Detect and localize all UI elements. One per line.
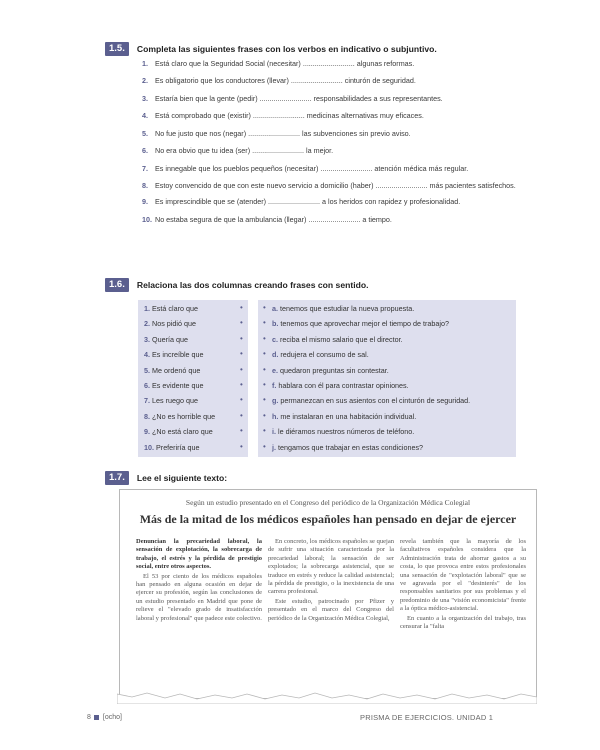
right-letter: e.: [272, 365, 278, 375]
item-number: 3.: [142, 93, 148, 103]
matching-row: [138, 332, 516, 347]
exercise-1-5-list: [142, 59, 522, 232]
match-dot-right[interactable]: •: [263, 318, 266, 328]
item-text: Estoy convencido de que con este nuevo servicio a domicilio (haber) .......................... más pacientes satisfechos.: [155, 180, 516, 190]
left-text: Quería que: [152, 334, 188, 344]
item-text: Es innegable que los pueblos pequeños (necesitar) .......................... atención médica más regular.: [155, 163, 469, 173]
right-text: reciba el mismo salario que el director.: [280, 334, 403, 344]
left-number: 10.: [144, 442, 154, 452]
article-paragraph: El 53 por ciento de los médicos españoles han pensado en alguna ocasión en dejar de ejercer su profesión, según las conclusiones de un estudio presentado en Madrid que pone de relieve el "elevado grado de insatisfacción laboral y profesional" que padece este colectivo.: [136, 572, 262, 622]
left-number: 8.: [144, 411, 150, 421]
match-dot-right[interactable]: •: [263, 303, 266, 312]
matching-right-item: [272, 335, 403, 344]
left-number: 9.: [144, 427, 150, 437]
left-text: Está claro que: [152, 304, 198, 313]
match-dot-right[interactable]: •: [263, 349, 266, 359]
exercise-1-5-badge: 1.5.: [105, 42, 129, 56]
exercise-1-7-header: [105, 471, 227, 485]
matching-right-item: [272, 443, 423, 452]
match-dot-left[interactable]: •: [240, 441, 243, 451]
left-number: 7.: [144, 396, 150, 406]
matching-row: [138, 347, 516, 362]
page-number-word: [ocho]: [102, 714, 122, 721]
match-dot-left[interactable]: •: [240, 380, 243, 389]
right-text: hablara con él para contrastar opiniones.: [278, 381, 409, 390]
match-dot-left[interactable]: •: [240, 349, 243, 359]
matching-right-item: [272, 319, 449, 328]
right-text: me instalaran en una habitación individual.: [280, 411, 417, 421]
left-number: 5.: [144, 365, 150, 375]
match-dot-right[interactable]: •: [263, 410, 266, 420]
item-number: 2.: [142, 76, 148, 86]
article-paragraph: En cuanto a la organización del trabajo, tras censurar la "falta: [400, 614, 526, 631]
left-text: Les ruego que: [152, 396, 198, 406]
match-dot-left[interactable]: •: [240, 318, 243, 328]
article-lead: Denuncian la precariedad laboral, la sensación de explotación, la sobrecarga de trabajo, el estrés y la pérdida de prestigio social, entre otros aspectos.: [136, 538, 262, 571]
exercise-1-5-item: [142, 59, 522, 69]
article-header: Según un estudio presentado en el Congreso del periódico de la Organización Médica Colegial: [185, 498, 471, 507]
matching-row: [138, 316, 516, 331]
book-title: PRISMA DE EJERCICIOS. UNIDAD 1: [360, 713, 494, 722]
exercise-1-6-matching: [138, 300, 516, 457]
article-title: Más de la mitad de los médicos españoles han pensado en dejar de ejercer: [139, 512, 517, 526]
right-text: tengamos que trabajar en estas condiciones?: [278, 442, 424, 452]
item-number: 4.: [142, 111, 148, 121]
right-text: permanezcan en sus asientos con el cinturón de seguridad.: [280, 396, 471, 406]
exercise-1-5-item: [142, 146, 522, 156]
item-text: Está claro que la Seguridad Social (necesitar) .......................... algunas reformas.: [155, 59, 415, 68]
left-text: Me ordenó que: [152, 365, 201, 375]
right-letter: f.: [272, 381, 277, 390]
exercise-1-5-header: [105, 42, 437, 56]
right-letter: h.: [272, 411, 279, 421]
article-paragraph: revela también que la mayoría de los facultativos españoles considera que la Administración trata de ahorrar gastos a su costa, lo que provoca entre estos profesionales una sensación de "explotación laboral" que se ve agravada por el "desinterés" de los responsables sanitarios por sus problemas y el predominio de una "visión economicista" frente a la óptica médico-asistencial.: [400, 538, 526, 613]
left-number: 3.: [144, 334, 150, 344]
left-number: 1.: [144, 304, 150, 313]
left-text: Es increíble que: [152, 350, 204, 360]
left-text: ¿No es horrible que: [152, 411, 216, 421]
item-text: No fue justo que nos (negar) .......................... las subvenciones sin previo aviso.: [155, 128, 411, 138]
right-letter: d.: [272, 350, 279, 360]
right-letter: b.: [272, 319, 279, 329]
left-text: Es evidente que: [152, 381, 204, 390]
page-number: [87, 714, 122, 721]
right-letter: g.: [272, 396, 279, 406]
left-number: 2.: [144, 319, 150, 329]
torn-edge: [117, 690, 537, 704]
right-text: le diéramos nuestros números de teléfono.: [278, 427, 415, 437]
matching-row: [138, 393, 516, 408]
match-dot-right[interactable]: •: [263, 426, 266, 436]
exercise-1-5-item: [142, 181, 522, 191]
right-text: redujera el consumo de sal.: [280, 350, 369, 360]
article-column-3: [400, 538, 526, 632]
right-letter: c.: [272, 334, 278, 344]
item-text: No era obvio que tu idea (ser) .......................... la mejor.: [155, 146, 334, 156]
matching-row: [138, 409, 516, 424]
matching-left-item: [144, 366, 200, 375]
exercise-1-5-item: [142, 197, 522, 207]
exercise-1-5-instruction: Completa las siguientes frases con los verbos en indicativo o subjuntivo.: [136, 44, 437, 54]
matching-left-item: [144, 350, 204, 359]
exercise-1-5-item: [142, 215, 522, 225]
item-number: 10.: [142, 214, 152, 224]
right-letter: j.: [272, 442, 276, 452]
exercise-1-6-badge: 1.6.: [105, 278, 129, 292]
left-number: 6.: [144, 381, 150, 390]
match-dot-right[interactable]: •: [263, 380, 266, 389]
exercise-1-7-badge: 1.7.: [105, 471, 129, 485]
matching-left-item: [144, 427, 213, 436]
left-text: ¿No está claro que: [152, 427, 213, 437]
match-dot-left[interactable]: •: [240, 426, 243, 436]
match-dot-right[interactable]: •: [263, 395, 266, 405]
matching-right-item: [272, 304, 414, 313]
matching-left-item: [144, 335, 188, 344]
page-number-digit: 8: [87, 714, 91, 721]
matching-right-item: [272, 396, 470, 405]
article-paragraph: En concreto, los médicos españoles se quejan de sufrir una situación caracterizada por la precariedad laboral; la sensación de ser explotados; la sobrecarga asistencial, que se traduce en estrés y reduce la calidad asistencial; la pérdida de prestigio, o la inexistencia de una carrera profesional.: [268, 538, 394, 596]
matching-row: [138, 301, 516, 316]
right-letter: a.: [272, 304, 278, 313]
right-text: tenemos que aprovechar mejor el tiempo de trabajo?: [280, 319, 449, 329]
match-dot-right[interactable]: •: [263, 441, 266, 451]
exercise-1-5-item: [142, 76, 522, 86]
matching-row: [138, 378, 516, 393]
item-text: Está comprobado que (existir) .......................... medicinas alternativas muy eficaces.: [155, 111, 424, 121]
match-dot-left[interactable]: •: [240, 333, 243, 343]
item-text: No estaba segura de que la ambulancia (llegar) .......................... a tiempo.: [155, 214, 392, 224]
matching-left-item: [144, 396, 198, 405]
matching-left-item: [144, 304, 198, 313]
matching-right-item: [272, 350, 369, 359]
matching-left-item: [144, 381, 204, 390]
item-text: Es imprescindible que se (atender) .......................... a los heridos con rapidez y profesionalidad.: [155, 197, 461, 207]
exercise-1-5-item: [142, 111, 522, 121]
matching-right-item: [272, 366, 389, 375]
exercise-1-6-header: [105, 278, 369, 292]
item-text: Es obligatorio que los conductores (llevar) .......................... cinturón de seguridad.: [155, 76, 416, 86]
exercise-1-5-item: [142, 129, 522, 139]
matching-right-item: [272, 381, 409, 390]
matching-right-item: [272, 427, 414, 436]
article-column-2: [268, 538, 394, 624]
item-number: 5.: [142, 128, 148, 138]
item-number: 9.: [142, 197, 148, 207]
matching-right-item: [272, 412, 416, 421]
match-dot-right[interactable]: •: [263, 364, 266, 374]
square-icon: [94, 715, 99, 720]
right-letter: i.: [272, 427, 276, 437]
match-dot-left[interactable]: •: [240, 364, 243, 374]
news-article: [119, 489, 537, 699]
article-column-1: [136, 538, 262, 624]
left-number: 4.: [144, 350, 150, 360]
match-dot-left[interactable]: •: [240, 303, 243, 312]
exercise-1-5-item: [142, 164, 522, 174]
item-number: 1.: [142, 59, 148, 68]
match-dot-left[interactable]: •: [240, 410, 243, 420]
matching-left-item: [144, 412, 215, 421]
item-text: Estaría bien que la gente (pedir) .......................... responsabilidades a sus representantes.: [155, 93, 443, 103]
left-text: Preferiría que: [156, 442, 200, 452]
exercise-1-7-instruction: Lee el siguiente texto:: [136, 473, 228, 483]
left-text: Nos pidió que: [152, 319, 196, 329]
item-number: 6.: [142, 146, 148, 156]
item-number: 7.: [142, 163, 148, 173]
matching-left-item: [144, 443, 200, 452]
right-text: quedaron preguntas sin contestar.: [280, 365, 389, 375]
matching-left-item: [144, 319, 196, 328]
item-number: 8.: [142, 180, 148, 190]
exercise-1-6-instruction: Relaciona las dos columnas creando frases con sentido.: [136, 280, 369, 290]
matching-row: [138, 363, 516, 378]
exercise-1-5-item: [142, 94, 522, 104]
matching-row: [138, 440, 516, 455]
article-paragraph: Este estudio, patrocinado por Pfizer y presentado en el marco del Congreso del periódico de la Organización Médica Colegial,: [268, 597, 394, 622]
match-dot-left[interactable]: •: [240, 395, 243, 405]
matching-row: [138, 424, 516, 439]
match-dot-right[interactable]: •: [263, 333, 266, 343]
right-text: tenemos que estudiar la nueva propuesta.: [280, 304, 415, 313]
